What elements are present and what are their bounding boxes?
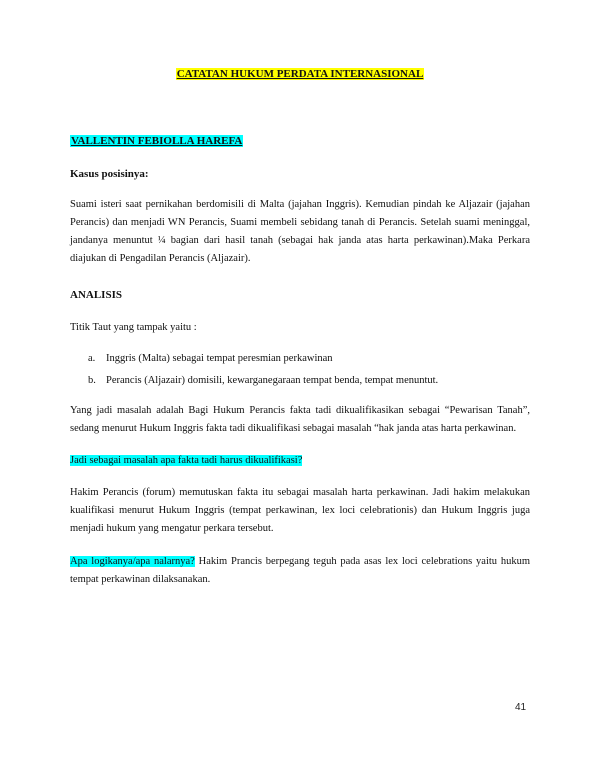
document-title: [0, 68, 600, 80]
question-1-text: Jadi sebagai masalah apa fakta tadi harus dikualifikasi?: [70, 455, 303, 466]
hakim-line: menjadi hukum yang mengatur perkara tersebut.: [70, 523, 274, 534]
author-name: [70, 135, 243, 147]
case-paragraph: [70, 196, 530, 268]
case-line: Perancis) dan menjadi WN Perancis, Suami membeli sebidang tanah di Perancis. Setelah suami meninggal,: [70, 217, 530, 228]
author-name-text: VALLENTIN FEBIOLLA HAREFA: [71, 135, 243, 147]
list-marker: a.: [88, 353, 96, 364]
case-line: Suami isteri saat pernikahan berdomisili di Malta (jajahan Inggris). Kemudian pindah ke Aljazair (jajahan: [70, 199, 530, 210]
list-marker: b.: [88, 375, 96, 386]
document-title-text: CATATAN HUKUM PERDATA INTERNASIONAL: [176, 68, 424, 80]
case-heading: Kasus posisinya:: [70, 168, 149, 180]
question-1: [70, 452, 530, 470]
case-line: diajukan di Pengadilan Perancis (Aljazair).: [70, 253, 251, 264]
titik-taut-intro-text: Titik Taut yang tampak yaitu :: [70, 322, 197, 333]
logic-line: tempat perkawinan dilaksanakan.: [70, 574, 211, 585]
hakim-paragraph: [70, 484, 530, 538]
list-item-text: Inggris (Malta) sebagai tempat peresmian perkawinan: [106, 353, 333, 364]
masalah-line: Yang jadi masalah adalah Bagi Hukum Perancis fakta tadi dikualifikasikan sebagai “Pewarisan Tanah”,: [70, 405, 530, 416]
answer-2-text: Hakim Prancis berpegang teguh pada asas lex loci celebrations yaitu hukum: [198, 556, 530, 567]
list-item-text: Perancis (Aljazair) domisili, kewarganegaraan tempat benda, tempat menuntut.: [106, 375, 439, 386]
logic-line: [70, 553, 530, 571]
titik-taut-intro: [70, 319, 530, 337]
case-line: jandanya menuntut ¼ bagian dari hasil tanah (sebagai hak janda atas harta perkawinan).Maka Perkara: [70, 235, 530, 246]
hakim-line: kualifikasi menurut Hukum Inggris (tempat perkawinan, lex loci celebrationis) dan Hukum Inggris juga: [70, 505, 530, 516]
masalah-paragraph: [70, 402, 530, 438]
titik-taut-list: [88, 348, 528, 392]
page-number: 41: [515, 702, 527, 713]
logic-paragraph: [70, 553, 530, 589]
hakim-line: Hakim Perancis (forum) memutuskan fakta itu sebagai masalah harta perkawinan. Jadi hakim melakukan: [70, 487, 530, 498]
question-1-line: [70, 452, 530, 470]
question-2-text: Apa logikanya/apa nalarnya?: [70, 556, 195, 567]
analysis-heading: ANALISIS: [70, 289, 122, 301]
list-item: [88, 370, 528, 392]
masalah-line: sedang menurut Hukum Inggris fakta tadi dikualifikasi sebagai masalah “hak janda atas harta perkawinan.: [70, 423, 517, 434]
list-item: [88, 348, 528, 370]
